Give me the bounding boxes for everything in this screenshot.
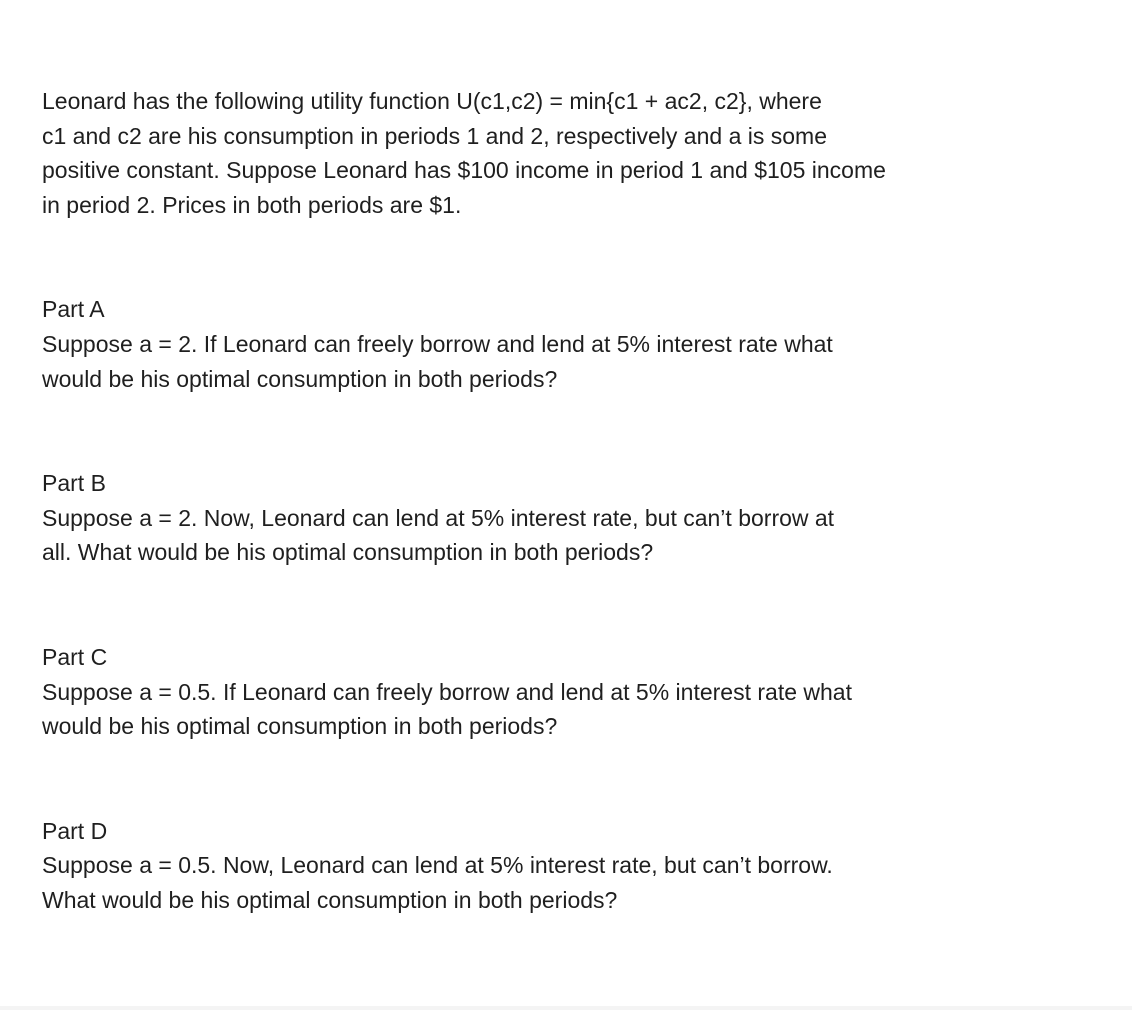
part-line: all. What would be his optimal consumption in both periods?	[42, 539, 654, 566]
intro-line: in period 2. Prices in both periods are $1.	[42, 191, 462, 218]
part-title: Part A	[42, 296, 105, 323]
problem-intro	[42, 84, 1102, 222]
part-line: Suppose a = 2. Now, Leonard can lend at 5% interest rate, but can’t borrow at	[42, 504, 835, 531]
part-line: would be his optimal consumption in both periods?	[42, 713, 558, 740]
part-line: Suppose a = 0.5. If Leonard can freely borrow and lend at 5% interest rate what	[42, 678, 852, 705]
intro-line: positive constant. Suppose Leonard has $100 income in period 1 and $105 income	[42, 157, 886, 184]
document-body	[42, 84, 1102, 918]
part-c	[42, 640, 1102, 744]
part-line: Suppose a = 0.5. Now, Leonard can lend at 5% interest rate, but can’t borrow.	[42, 852, 833, 879]
intro-line: c1 and c2 are his consumption in periods 1 and 2, respectively and a is some	[42, 122, 827, 149]
intro-line: Leonard has the following utility function U(c1,c2) = min{c1 + ac2, c2}, where	[42, 88, 822, 114]
part-d	[42, 814, 1102, 918]
bottom-divider	[0, 1006, 1132, 1010]
part-a	[42, 292, 1102, 396]
part-line: would be his optimal consumption in both periods?	[42, 365, 558, 392]
part-line: Suppose a = 2. If Leonard can freely borrow and lend at 5% interest rate what	[42, 330, 833, 357]
part-title: Part D	[42, 817, 108, 844]
part-line: What would be his optimal consumption in both periods?	[42, 886, 618, 913]
part-b	[42, 466, 1102, 570]
part-title: Part C	[42, 643, 108, 670]
part-title: Part B	[42, 470, 106, 497]
